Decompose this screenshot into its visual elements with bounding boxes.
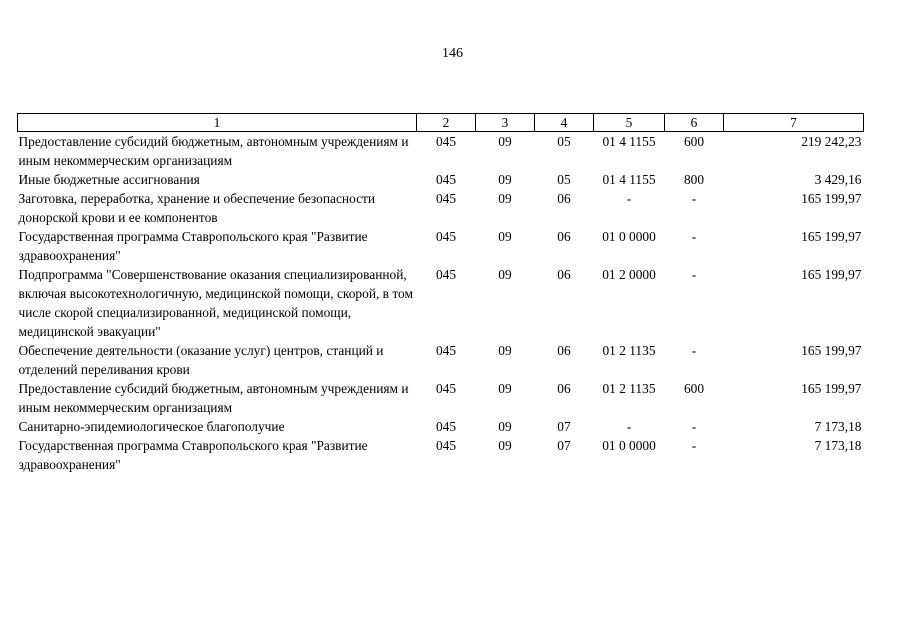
table-row <box>18 189 864 227</box>
table-header-row <box>18 114 864 132</box>
table-row <box>18 170 864 189</box>
column-header-6: 6 <box>665 114 724 132</box>
row-section-code: 09 <box>498 343 512 358</box>
row-expense-type-code: - <box>691 191 697 206</box>
row-section-code: 09 <box>498 419 512 434</box>
row-subsection-code: 06 <box>557 381 571 396</box>
page-number: 146 <box>442 46 463 61</box>
row-expense-type-code: 800 <box>683 172 705 187</box>
row-section-code: 09 <box>498 438 512 453</box>
row-subsection-code: 05 <box>557 172 571 187</box>
row-amount: 165 199,97 <box>801 343 862 358</box>
column-header-3: 3 <box>476 114 535 132</box>
row-name: Подпрограмма "Совершенствование оказания специализированной, включая высокотехнологичную, медицинской помощи, скорой, в том числе скорой специализированной, медицинской помощи, медицинской эвакуации" <box>18 267 413 339</box>
row-subsection-code: 06 <box>557 191 571 206</box>
row-target-code: 01 4 1155 <box>602 172 656 187</box>
column-header-4: 4 <box>535 114 594 132</box>
row-expense-type-code: - <box>691 419 697 434</box>
row-amount: 165 199,97 <box>801 229 862 244</box>
row-ministry-code: 045 <box>435 267 457 282</box>
table-row <box>18 417 864 436</box>
row-name: Иные бюджетные ассигнования <box>18 172 200 187</box>
row-name: Обеспечение деятельности (оказание услуг) центров, станций и отделений переливания крови <box>18 343 384 377</box>
row-section-code: 09 <box>498 229 512 244</box>
row-target-code: 01 0 0000 <box>602 229 656 244</box>
row-subsection-code: 07 <box>557 419 571 434</box>
row-expense-type-code: - <box>691 267 697 282</box>
row-expense-type-code: 600 <box>683 134 705 149</box>
row-name: Предоставление субсидий бюджетным, автономным учреждениям и иным некоммерческим организациям <box>18 381 409 415</box>
row-subsection-code: 07 <box>557 438 571 453</box>
row-target-code: - <box>626 191 632 206</box>
table-row <box>18 132 864 171</box>
row-amount: 7 173,18 <box>814 419 862 434</box>
row-section-code: 09 <box>498 381 512 396</box>
column-header-7: 7 <box>724 114 864 132</box>
row-ministry-code: 045 <box>435 438 457 453</box>
row-target-code: 01 2 1135 <box>602 381 656 396</box>
column-header-1: 1 <box>18 114 417 132</box>
row-name: Государственная программа Ставропольского края "Развитие здравоохранения" <box>18 229 368 263</box>
row-ministry-code: 045 <box>435 172 457 187</box>
table-row <box>18 436 864 474</box>
row-expense-type-code: 600 <box>683 381 705 396</box>
row-ministry-code: 045 <box>435 191 457 206</box>
row-ministry-code: 045 <box>435 419 457 434</box>
column-header-2: 2 <box>417 114 476 132</box>
row-ministry-code: 045 <box>435 381 457 396</box>
table-row <box>18 379 864 417</box>
row-target-code: 01 2 1135 <box>602 343 656 358</box>
row-section-code: 09 <box>498 191 512 206</box>
row-target-code: 01 2 0000 <box>602 267 656 282</box>
table-row <box>18 265 864 341</box>
row-ministry-code: 045 <box>435 229 457 244</box>
row-subsection-code: 06 <box>557 229 571 244</box>
row-amount: 7 173,18 <box>814 438 862 453</box>
budget-table <box>17 113 864 474</box>
row-name: Государственная программа Ставропольского края "Развитие здравоохранения" <box>18 438 368 472</box>
column-header-5: 5 <box>594 114 665 132</box>
row-amount: 219 242,23 <box>801 134 862 149</box>
row-amount: 165 199,97 <box>801 267 862 282</box>
row-expense-type-code: - <box>691 438 697 453</box>
row-expense-type-code: - <box>691 229 697 244</box>
row-amount: 165 199,97 <box>801 191 862 206</box>
row-section-code: 09 <box>498 172 512 187</box>
table-row <box>18 341 864 379</box>
row-section-code: 09 <box>498 134 512 149</box>
row-amount: 3 429,16 <box>814 172 862 187</box>
row-amount: 165 199,97 <box>801 381 862 396</box>
row-name: Предоставление субсидий бюджетным, автономным учреждениям и иным некоммерческим организациям <box>18 134 409 168</box>
table-row <box>18 227 864 265</box>
row-subsection-code: 05 <box>557 134 571 149</box>
row-name: Санитарно-эпидемиологическое благополучие <box>18 419 285 434</box>
row-ministry-code: 045 <box>435 134 457 149</box>
row-name: Заготовка, переработка, хранение и обеспечение безопасности донорской крови и ее компонентов <box>18 191 376 225</box>
row-target-code: 01 0 0000 <box>602 438 656 453</box>
row-section-code: 09 <box>498 267 512 282</box>
row-target-code: 01 4 1155 <box>602 134 656 149</box>
row-expense-type-code: - <box>691 343 697 358</box>
row-ministry-code: 045 <box>435 343 457 358</box>
row-subsection-code: 06 <box>557 343 571 358</box>
row-target-code: - <box>626 419 632 434</box>
row-subsection-code: 06 <box>557 267 571 282</box>
